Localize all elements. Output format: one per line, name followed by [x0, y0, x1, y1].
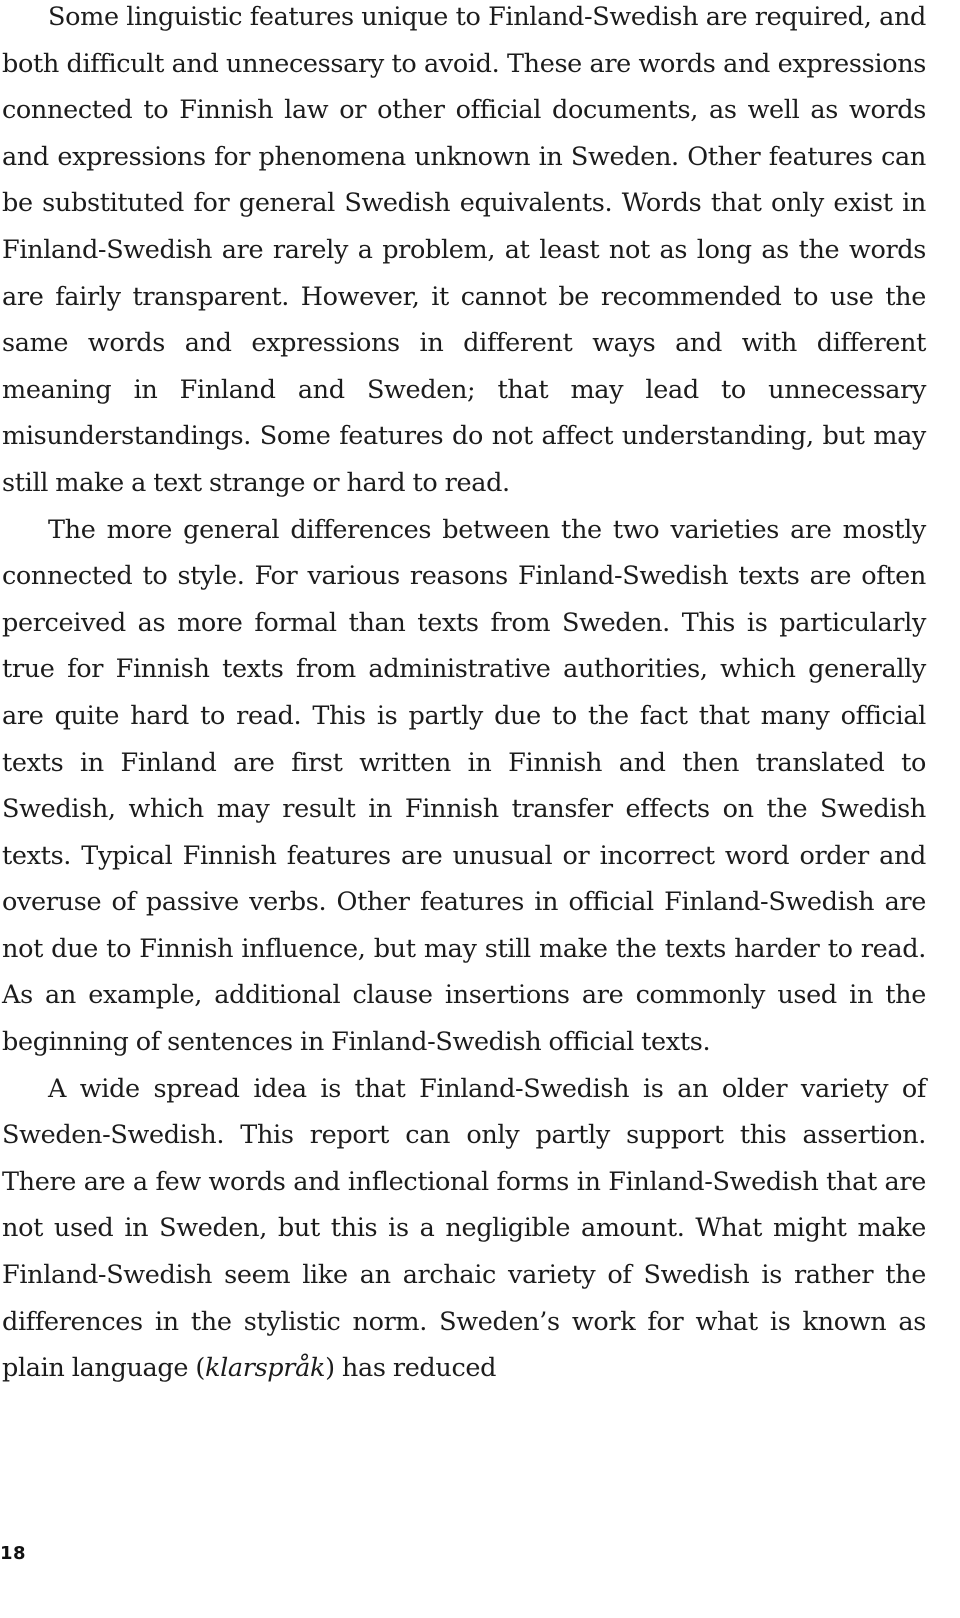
paragraph-2	[2, 507, 926, 1066]
paragraph-3	[2, 1066, 926, 1392]
paragraph-3-italic-term: klarspråk	[204, 1353, 326, 1384]
body-text	[2, 0, 926, 1392]
paragraph-2-text: The more general differences between the two varieties are mostly connected to style. For various reasons Finland-Swedish texts are often perceived as more formal than texts from Sweden. This is particularly true for Finnish texts from administrative authorities, which generally are quite hard to read. This is partly due to the fact that many official texts in Finland are first written in Finnish and then translated to Swedish, which may result in Finnish transfer effects on the Swedish texts. Typical Finnish features are unusual or incorrect word order and overuse of passive verbs. Other features in official Finland-Swedish are not due to Finnish influence, but may still make the texts harder to read. As an example, additional clause insertions are commonly used in the beginning of sentences in Finland-Swedish official texts.	[2, 514, 926, 1058]
paragraph-1	[2, 0, 926, 507]
paragraph-3-text: A wide spread idea is that Finland-Swedish is an older variety of Sweden-Swedish. This report can only partly support this assertion. There are a few words and inflectional forms in Finland-Swedish that are not used in Sweden, but this is a negligible amount. What might make Finland-Swedish seem like an archaic variety of Swedish is rather the differences in the stylistic norm. Sweden’s work for what is known as plain language (	[2, 1073, 926, 1384]
paragraph-1-text: Some linguistic features unique to Finland-Swedish are required, and both difficult and unnecessary to avoid. These are words and expressions connected to Finnish law or other official documents, as well as words and expressions for phenomena unknown in Sweden. Other features can be substituted for general Swedish equivalents. Words that only exist in Finland-Swedish are rarely a problem, at least not as long as the words are fairly transparent. However, it cannot be recommended to use the same words and expressions in different ways and with different meaning in Finland and Sweden; that may lead to unnecessary misunderstandings. Some features do not affect understanding, but may still make a text strange or hard to read.	[2, 2, 926, 498]
paragraph-3-text-end: ) has reduced	[325, 1353, 497, 1384]
page-number: 18	[0, 1543, 27, 1564]
